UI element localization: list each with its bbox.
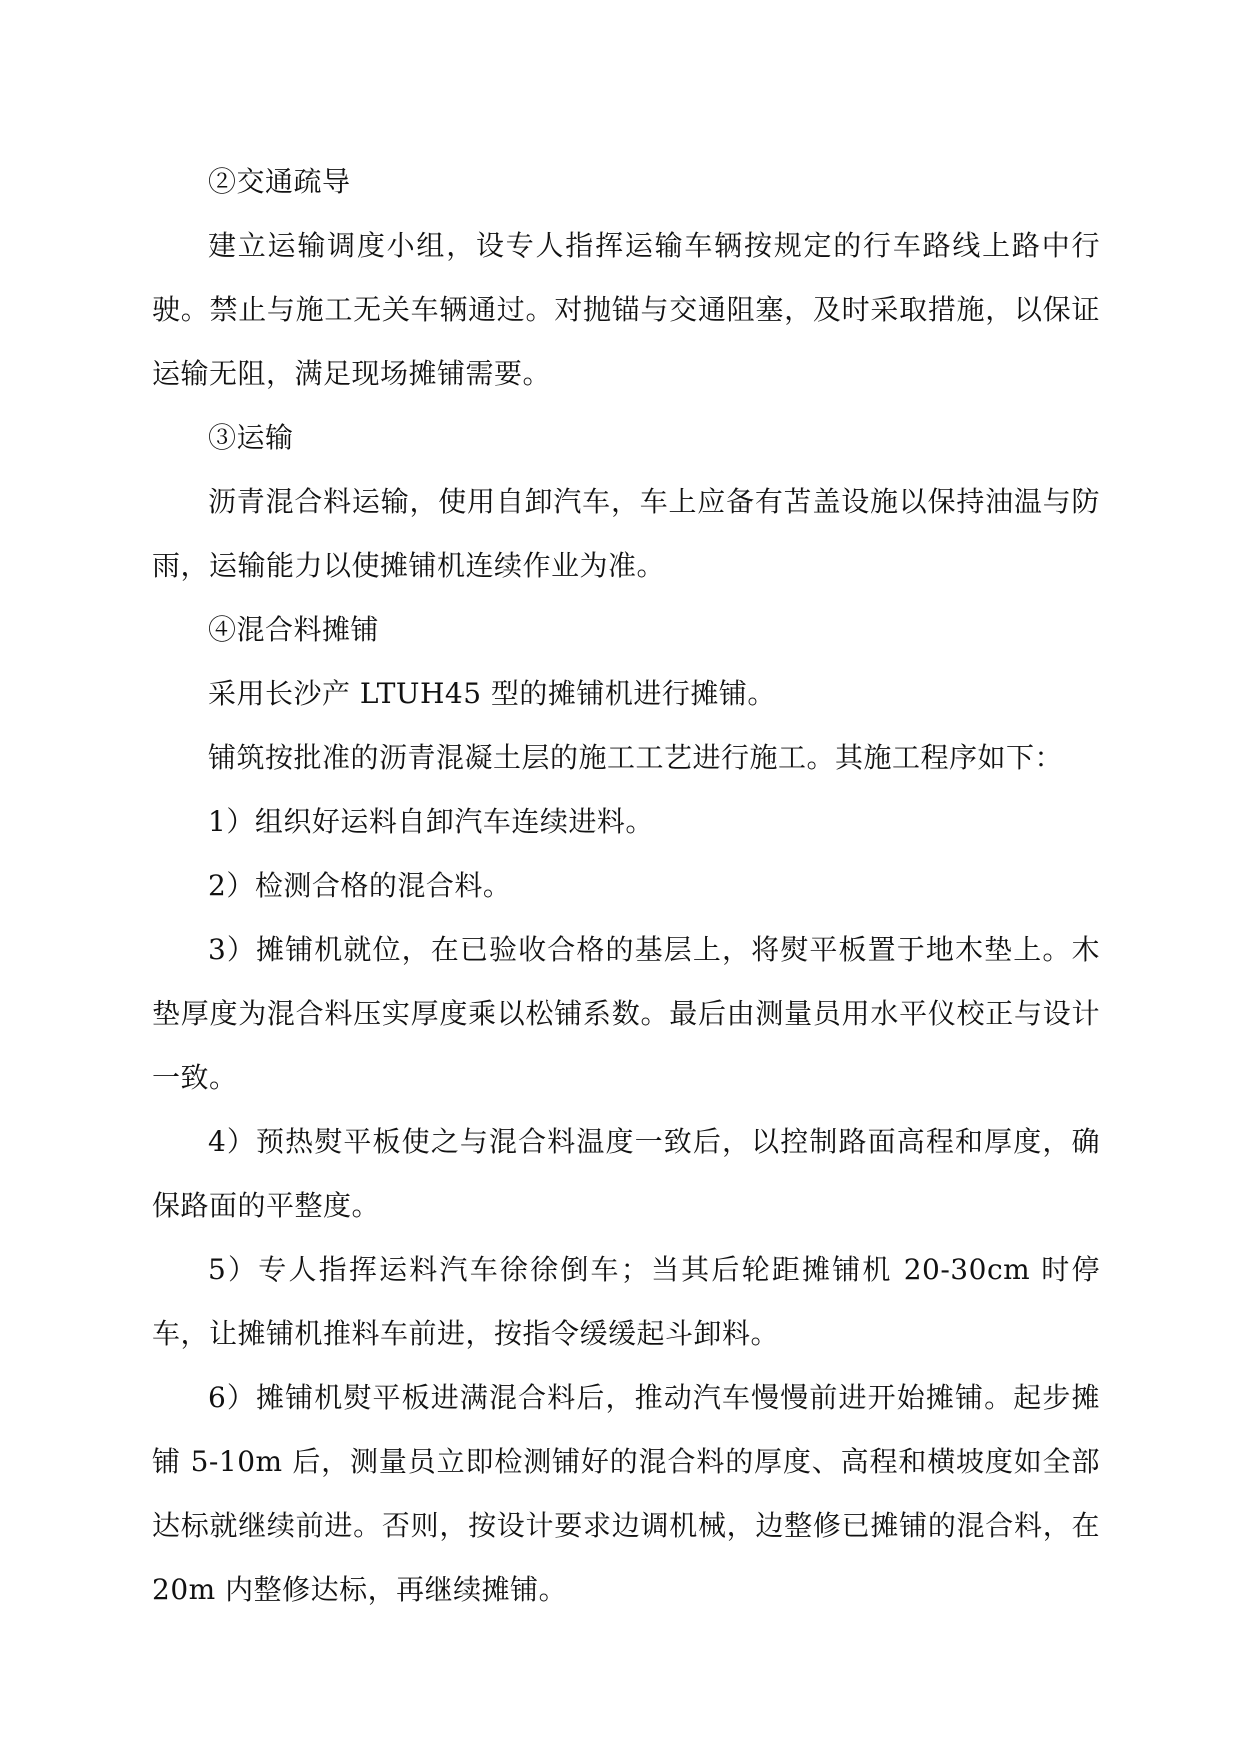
section-heading-traffic: ②交通疏导 (208, 165, 351, 198)
paragraph-transport: 沥青混合料运输，使用自卸汽车，车上应备有苫盖设施以保持油温与防雨，运输能力以使摊铺机连续作业为准。 (152, 485, 1100, 582)
paragraph-step-6: 6）摊铺机熨平板进满混合料后，推动汽车慢慢前进开始摊铺。起步摊铺 5-10m 后，测量员立即检测铺好的混合料的厚度、高程和横坡度如全部达标就继续前进。否则，按设计要求边调机械，边整修已摊铺的混合料，在 20m 内整修达标，再继续摊铺。 (152, 1381, 1100, 1606)
paragraph-step-3: 3）摊铺机就位，在已验收合格的基层上，将熨平板置于地木垫上。木垫厚度为混合料压实厚度乘以松铺系数。最后由测量员用水平仪校正与设计一致。 (152, 933, 1100, 1094)
paragraph-step-2: 2）检测合格的混合料。 (208, 869, 512, 902)
paragraph-step-1: 1）组织好运料自卸汽车连续进料。 (208, 805, 654, 838)
paragraph-procedure-intro: 铺筑按批准的沥青混凝土层的施工工艺进行施工。其施工程序如下： (208, 741, 1064, 774)
document-body (152, 150, 1100, 1622)
paragraph-paver-model: 采用长沙产 LTUH45 型的摊铺机进行摊铺。 (208, 677, 776, 710)
section-heading-paving: ④混合料摊铺 (208, 613, 380, 646)
paragraph-traffic-dispatch: 建立运输调度小组，设专人指挥运输车辆按规定的行车路线上路中行驶。禁止与施工无关车辆通过。对抛锚与交通阻塞，及时采取措施，以保证运输无阻，满足现场摊铺需要。 (152, 229, 1100, 390)
paragraph-step-4: 4）预热熨平板使之与混合料温度一致后，以控制路面高程和厚度，确保路面的平整度。 (152, 1125, 1100, 1222)
paragraph-step-5: 5）专人指挥运料汽车徐徐倒车；当其后轮距摊铺机 20-30cm 时停车，让摊铺机推料车前进，按指令缓缓起斗卸料。 (152, 1253, 1100, 1350)
section-heading-transport: ③运输 (208, 421, 294, 454)
